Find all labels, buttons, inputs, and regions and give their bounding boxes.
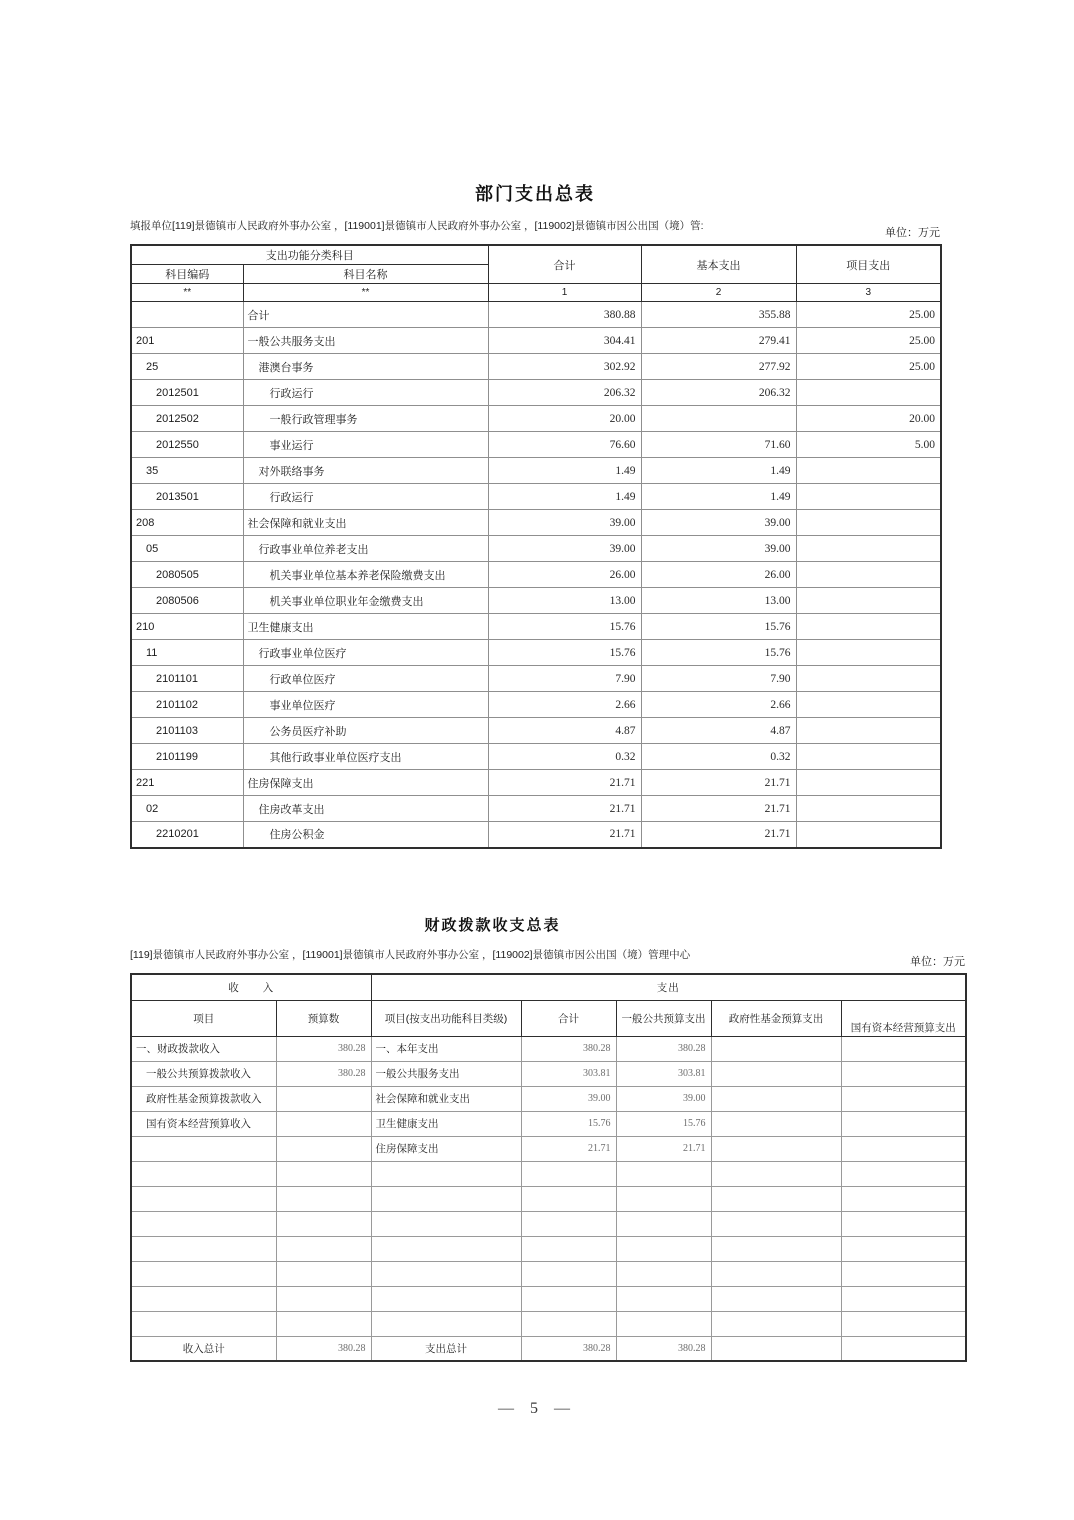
cell-expense-total xyxy=(521,1236,616,1261)
cell-subject-name: 卫生健康支出 xyxy=(243,614,488,640)
header-state-capital-budget: 国有资本经营预算支出 xyxy=(841,1000,966,1036)
table1-subheader xyxy=(130,218,940,239)
cell-total: 206.32 xyxy=(488,380,641,406)
table-row xyxy=(131,614,941,640)
cell-project xyxy=(796,614,941,640)
cell-gov-fund-budget xyxy=(711,1061,841,1086)
cell-total: 1.49 xyxy=(488,484,641,510)
cell-subject-code: 208 xyxy=(131,510,243,536)
table-row xyxy=(131,484,941,510)
table-row xyxy=(131,510,941,536)
cell-income-item: 国有资本经营预算收入 xyxy=(131,1111,276,1136)
header-gov-fund-budget: 政府性基金预算支出 xyxy=(711,1000,841,1036)
header-subject-name: 科目名称 xyxy=(243,265,488,284)
cell-gov-fund-budget xyxy=(711,1036,841,1061)
table-row xyxy=(131,432,941,458)
table-row xyxy=(131,718,941,744)
cell-subject-code: 2080506 xyxy=(131,588,243,614)
cell-subject-code: 221 xyxy=(131,770,243,796)
cell-state-capital-budget xyxy=(841,1261,966,1286)
header-code-mark: ** xyxy=(131,284,243,302)
cell-gov-fund-budget xyxy=(711,1136,841,1161)
cell-total: 380.88 xyxy=(488,302,641,328)
cell-total: 21.71 xyxy=(488,796,641,822)
cell-basic: 206.32 xyxy=(641,380,796,406)
cell-total: 21.71 xyxy=(488,822,641,848)
header-expense-function-category: 支出功能分类科目 xyxy=(131,245,488,265)
header-expense-group: 支出 xyxy=(371,974,966,1000)
table2-head xyxy=(131,974,966,1036)
cell-general-public-budget xyxy=(616,1161,711,1186)
cell-expense-item xyxy=(371,1236,521,1261)
cell-subject-code: 25 xyxy=(131,354,243,380)
cell-expense-item: 住房保障支出 xyxy=(371,1136,521,1161)
cell-expense-item xyxy=(371,1286,521,1311)
expenditure-summary-section xyxy=(130,180,940,849)
table-row xyxy=(131,796,941,822)
cell-income-budget: 380.28 xyxy=(276,1336,371,1361)
cell-general-public-budget: 39.00 xyxy=(616,1086,711,1111)
cell-basic: 279.41 xyxy=(641,328,796,354)
table2-reporting-unit: [119]景德镇市人民政府外事办公室 ，[119001]景德镇市人民政府外事办公室 ，[119002]景德镇市因公出国（境）管理中心 xyxy=(130,949,691,961)
cell-subject-code: 2080505 xyxy=(131,562,243,588)
table-row xyxy=(131,770,941,796)
cell-subject-name: 对外联络事务 xyxy=(243,458,488,484)
table2-subheader xyxy=(130,947,965,968)
cell-subject-name: 行政单位医疗 xyxy=(243,666,488,692)
cell-income-item xyxy=(131,1311,276,1336)
table-row xyxy=(131,1261,966,1286)
header-basic-expenditure: 基本支出 xyxy=(641,245,796,284)
cell-total: 4.87 xyxy=(488,718,641,744)
cell-subject-code xyxy=(131,302,243,328)
cell-total: 26.00 xyxy=(488,562,641,588)
cell-project xyxy=(796,692,941,718)
cell-income-budget xyxy=(276,1111,371,1136)
cell-expense-total: 15.76 xyxy=(521,1111,616,1136)
cell-income-budget xyxy=(276,1186,371,1211)
cell-project xyxy=(796,822,941,848)
cell-gov-fund-budget xyxy=(711,1311,841,1336)
cell-state-capital-budget xyxy=(841,1336,966,1361)
cell-subject-code: 35 xyxy=(131,458,243,484)
cell-basic xyxy=(641,406,796,432)
cell-subject-code: 2101102 xyxy=(131,692,243,718)
table-row xyxy=(131,822,941,848)
cell-project xyxy=(796,510,941,536)
table1-reporting-unit: 填报单位[119]景德镇市人民政府外事办公室 ，[119001]景德镇市人民政府外事办公室 ，[119002]景德镇市因公出国（境）管: xyxy=(130,220,704,232)
cell-subject-name: 住房改革支出 xyxy=(243,796,488,822)
cell-expense-total xyxy=(521,1286,616,1311)
cell-income-budget xyxy=(276,1311,371,1336)
cell-state-capital-budget xyxy=(841,1111,966,1136)
cell-expense-item xyxy=(371,1186,521,1211)
cell-subject-name: 港澳台事务 xyxy=(243,354,488,380)
cell-basic: 4.87 xyxy=(641,718,796,744)
cell-project xyxy=(796,718,941,744)
cell-state-capital-budget xyxy=(841,1036,966,1061)
cell-gov-fund-budget xyxy=(711,1186,841,1211)
cell-total: 39.00 xyxy=(488,536,641,562)
cell-expense-total: 39.00 xyxy=(521,1086,616,1111)
cell-state-capital-budget xyxy=(841,1211,966,1236)
cell-subject-name: 公务员医疗补助 xyxy=(243,718,488,744)
cell-total: 39.00 xyxy=(488,510,641,536)
header-subject-code: 科目编码 xyxy=(131,265,243,284)
cell-expense-item: 一、本年支出 xyxy=(371,1036,521,1061)
cell-expense-total: 303.81 xyxy=(521,1061,616,1086)
cell-basic: 26.00 xyxy=(641,562,796,588)
cell-income-budget xyxy=(276,1086,371,1111)
cell-income-item: 一、财政拨款收入 xyxy=(131,1036,276,1061)
table-row xyxy=(131,588,941,614)
cell-gov-fund-budget xyxy=(711,1086,841,1111)
cell-state-capital-budget xyxy=(841,1286,966,1311)
table-row xyxy=(131,1236,966,1261)
table-row xyxy=(131,640,941,666)
header-col-3: 3 xyxy=(796,284,941,302)
header-income-item: 项目 xyxy=(131,1000,276,1036)
cell-subject-name: 合计 xyxy=(243,302,488,328)
cell-basic: 39.00 xyxy=(641,510,796,536)
cell-total: 76.60 xyxy=(488,432,641,458)
cell-expense-item xyxy=(371,1161,521,1186)
cell-basic: 15.76 xyxy=(641,614,796,640)
table-row xyxy=(131,666,941,692)
cell-subject-code: 2012550 xyxy=(131,432,243,458)
table-row xyxy=(131,1061,966,1086)
table-row xyxy=(131,562,941,588)
cell-expense-total: 380.28 xyxy=(521,1336,616,1361)
cell-basic: 2.66 xyxy=(641,692,796,718)
cell-subject-name: 住房保障支出 xyxy=(243,770,488,796)
cell-basic: 15.76 xyxy=(641,640,796,666)
cell-basic: 0.32 xyxy=(641,744,796,770)
cell-basic: 7.90 xyxy=(641,666,796,692)
cell-project: 20.00 xyxy=(796,406,941,432)
cell-gov-fund-budget xyxy=(711,1211,841,1236)
cell-total: 304.41 xyxy=(488,328,641,354)
table2-unit-label: 单位：万元 xyxy=(910,956,965,968)
cell-income-budget: 380.28 xyxy=(276,1061,371,1086)
cell-project: 5.00 xyxy=(796,432,941,458)
table-row xyxy=(131,1111,966,1136)
cell-total: 2.66 xyxy=(488,692,641,718)
cell-income-item: 收入总计 xyxy=(131,1336,276,1361)
cell-project: 25.00 xyxy=(796,354,941,380)
cell-income-item xyxy=(131,1286,276,1311)
cell-basic: 21.71 xyxy=(641,770,796,796)
cell-income-budget: 380.28 xyxy=(276,1036,371,1061)
cell-subject-code: 2101103 xyxy=(131,718,243,744)
cell-state-capital-budget xyxy=(841,1236,966,1261)
table1-head-row-1 xyxy=(131,245,941,265)
fiscal-appropriation-section xyxy=(130,914,965,1362)
cell-general-public-budget: 380.28 xyxy=(616,1336,711,1361)
cell-subject-code: 2101101 xyxy=(131,666,243,692)
cell-total: 13.00 xyxy=(488,588,641,614)
cell-expense-item: 卫生健康支出 xyxy=(371,1111,521,1136)
cell-project xyxy=(796,458,941,484)
cell-total: 15.76 xyxy=(488,640,641,666)
cell-subject-name: 行政事业单位医疗 xyxy=(243,640,488,666)
cell-subject-name: 行政运行 xyxy=(243,380,488,406)
cell-total: 7.90 xyxy=(488,666,641,692)
cell-gov-fund-budget xyxy=(711,1336,841,1361)
cell-project: 25.00 xyxy=(796,302,941,328)
cell-expense-item xyxy=(371,1311,521,1336)
table1-title: 部门支出总表 xyxy=(475,184,595,204)
cell-income-item xyxy=(131,1186,276,1211)
cell-basic: 1.49 xyxy=(641,458,796,484)
cell-total: 302.92 xyxy=(488,354,641,380)
cell-gov-fund-budget xyxy=(711,1261,841,1286)
cell-basic: 13.00 xyxy=(641,588,796,614)
cell-state-capital-budget xyxy=(841,1161,966,1186)
cell-project xyxy=(796,640,941,666)
table-row xyxy=(131,406,941,432)
cell-project xyxy=(796,744,941,770)
table-row xyxy=(131,1036,966,1061)
cell-subject-code: 201 xyxy=(131,328,243,354)
header-general-public-budget: 一般公共预算支出 xyxy=(616,1000,711,1036)
cell-project xyxy=(796,484,941,510)
cell-project xyxy=(796,666,941,692)
table2-title: 财政拨款收支总表 xyxy=(424,917,561,934)
cell-general-public-budget xyxy=(616,1186,711,1211)
fiscal-appropriation-table xyxy=(130,973,967,1362)
table-row xyxy=(131,1286,966,1311)
cell-subject-code: 11 xyxy=(131,640,243,666)
cell-project xyxy=(796,562,941,588)
table-row xyxy=(131,1086,966,1111)
cell-expense-total xyxy=(521,1211,616,1236)
cell-subject-code: 05 xyxy=(131,536,243,562)
table-row xyxy=(131,1136,966,1161)
cell-expense-total xyxy=(521,1261,616,1286)
table-row xyxy=(131,1211,966,1236)
cell-basic: 21.71 xyxy=(641,796,796,822)
cell-income-budget xyxy=(276,1236,371,1261)
cell-expense-total: 21.71 xyxy=(521,1136,616,1161)
table1-head xyxy=(131,245,941,302)
table-row xyxy=(131,458,941,484)
cell-general-public-budget xyxy=(616,1236,711,1261)
cell-total: 21.71 xyxy=(488,770,641,796)
cell-state-capital-budget xyxy=(841,1086,966,1111)
cell-subject-code: 2210201 xyxy=(131,822,243,848)
cell-income-item: 一般公共预算拨款收入 xyxy=(131,1061,276,1086)
table-row xyxy=(131,302,941,328)
cell-state-capital-budget xyxy=(841,1186,966,1211)
cell-income-budget xyxy=(276,1286,371,1311)
cell-subject-name: 事业单位医疗 xyxy=(243,692,488,718)
cell-subject-name: 行政运行 xyxy=(243,484,488,510)
cell-subject-name: 社会保障和就业支出 xyxy=(243,510,488,536)
cell-income-budget xyxy=(276,1211,371,1236)
cell-expense-item xyxy=(371,1211,521,1236)
cell-general-public-budget: 21.71 xyxy=(616,1136,711,1161)
cell-subject-code: 210 xyxy=(131,614,243,640)
cell-subject-name: 其他行政事业单位医疗支出 xyxy=(243,744,488,770)
table1-body xyxy=(131,302,941,848)
cell-income-item xyxy=(131,1261,276,1286)
table-row xyxy=(131,1161,966,1186)
header-income-group: 收 入 xyxy=(131,974,371,1000)
cell-expense-total xyxy=(521,1161,616,1186)
table-row xyxy=(131,1336,966,1361)
cell-expense-item: 一般公共服务支出 xyxy=(371,1061,521,1086)
cell-general-public-budget: 15.76 xyxy=(616,1111,711,1136)
cell-total: 0.32 xyxy=(488,744,641,770)
cell-basic: 277.92 xyxy=(641,354,796,380)
cell-general-public-budget: 303.81 xyxy=(616,1061,711,1086)
cell-subject-code: 2013501 xyxy=(131,484,243,510)
table-row xyxy=(131,536,941,562)
table-row xyxy=(131,1311,966,1336)
cell-subject-name: 行政事业单位养老支出 xyxy=(243,536,488,562)
cell-general-public-budget xyxy=(616,1261,711,1286)
page-number: — 5 — xyxy=(498,1400,576,1417)
cell-general-public-budget: 380.28 xyxy=(616,1036,711,1061)
cell-project xyxy=(796,770,941,796)
cell-subject-name: 一般公共服务支出 xyxy=(243,328,488,354)
table2-head-row-2 xyxy=(131,1000,966,1036)
cell-income-item xyxy=(131,1236,276,1261)
header-total: 合计 xyxy=(488,245,641,284)
cell-subject-code: 2101199 xyxy=(131,744,243,770)
cell-expense-item xyxy=(371,1261,521,1286)
table-row xyxy=(131,744,941,770)
cell-basic: 71.60 xyxy=(641,432,796,458)
cell-gov-fund-budget xyxy=(711,1161,841,1186)
cell-project xyxy=(796,588,941,614)
cell-subject-code: 2012502 xyxy=(131,406,243,432)
table1-unit-label: 单位：万元 xyxy=(885,227,940,239)
cell-general-public-budget xyxy=(616,1211,711,1236)
table-row xyxy=(131,328,941,354)
cell-general-public-budget xyxy=(616,1311,711,1336)
header-income-budget: 预算数 xyxy=(276,1000,371,1036)
table-row xyxy=(131,380,941,406)
cell-income-item xyxy=(131,1211,276,1236)
cell-income-item xyxy=(131,1161,276,1186)
cell-income-item xyxy=(131,1136,276,1161)
table1-head-row-3 xyxy=(131,284,941,302)
cell-basic: 21.71 xyxy=(641,822,796,848)
cell-project xyxy=(796,796,941,822)
cell-state-capital-budget xyxy=(841,1061,966,1086)
cell-subject-code: 02 xyxy=(131,796,243,822)
cell-project: 25.00 xyxy=(796,328,941,354)
cell-expense-item: 社会保障和就业支出 xyxy=(371,1086,521,1111)
cell-income-budget xyxy=(276,1136,371,1161)
cell-income-budget xyxy=(276,1161,371,1186)
cell-expense-total: 380.28 xyxy=(521,1036,616,1061)
cell-project xyxy=(796,536,941,562)
table-row xyxy=(131,354,941,380)
header-col-1: 1 xyxy=(488,284,641,302)
cell-gov-fund-budget xyxy=(711,1286,841,1311)
expenditure-summary-table xyxy=(130,244,942,849)
cell-state-capital-budget xyxy=(841,1136,966,1161)
cell-income-item: 政府性基金预算拨款收入 xyxy=(131,1086,276,1111)
header-expense-item: 项目(按支出功能科目类级) xyxy=(371,1000,521,1036)
header-col-2: 2 xyxy=(641,284,796,302)
cell-expense-item: 支出总计 xyxy=(371,1336,521,1361)
cell-income-budget xyxy=(276,1261,371,1286)
header-expense-total: 合计 xyxy=(521,1000,616,1036)
cell-gov-fund-budget xyxy=(711,1111,841,1136)
table-row xyxy=(131,692,941,718)
cell-expense-total xyxy=(521,1186,616,1211)
cell-expense-total xyxy=(521,1311,616,1336)
cell-basic: 1.49 xyxy=(641,484,796,510)
table-row xyxy=(131,1186,966,1211)
cell-subject-name: 事业运行 xyxy=(243,432,488,458)
cell-subject-code: 2012501 xyxy=(131,380,243,406)
table2-head-row-1 xyxy=(131,974,966,1000)
cell-general-public-budget xyxy=(616,1286,711,1311)
cell-total: 1.49 xyxy=(488,458,641,484)
table2-body xyxy=(131,1036,966,1361)
cell-basic: 39.00 xyxy=(641,536,796,562)
cell-subject-name: 一般行政管理事务 xyxy=(243,406,488,432)
cell-subject-name: 机关事业单位基本养老保险缴费支出 xyxy=(243,562,488,588)
header-name-mark: ** xyxy=(243,284,488,302)
cell-total: 15.76 xyxy=(488,614,641,640)
cell-subject-name: 住房公积金 xyxy=(243,822,488,848)
cell-gov-fund-budget xyxy=(711,1236,841,1261)
cell-project xyxy=(796,380,941,406)
header-project-expenditure: 项目支出 xyxy=(796,245,941,284)
cell-state-capital-budget xyxy=(841,1311,966,1336)
cell-subject-name: 机关事业单位职业年金缴费支出 xyxy=(243,588,488,614)
cell-total: 20.00 xyxy=(488,406,641,432)
cell-basic: 355.88 xyxy=(641,302,796,328)
